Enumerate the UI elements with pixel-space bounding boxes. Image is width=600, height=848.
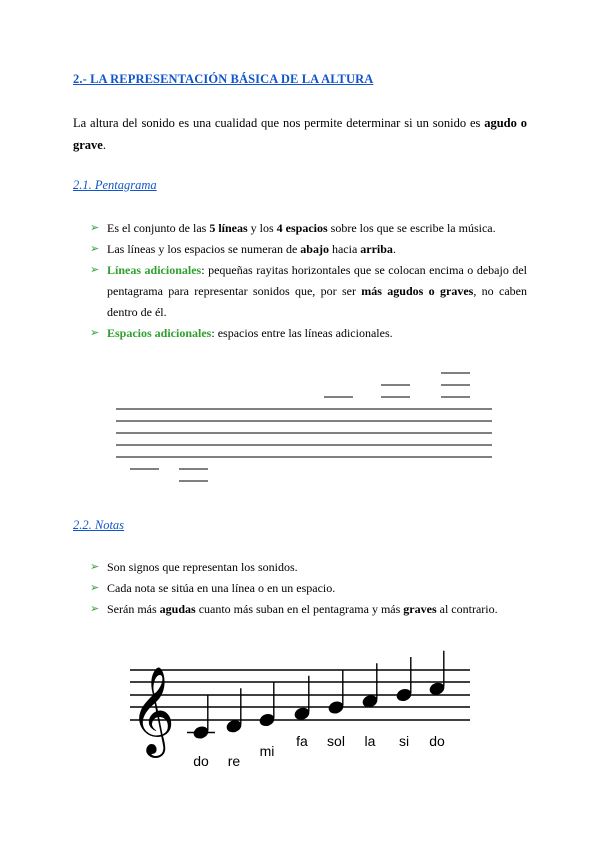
intro-bold: agudo o grave	[73, 116, 527, 152]
list-item: ➢ Cada nota se sitúa en una línea o en un espacio.	[90, 578, 527, 599]
intro-period: .	[102, 138, 106, 152]
arrow-bullet-icon: ➢	[90, 582, 100, 594]
note-label: fa	[296, 733, 308, 749]
arrow-bullet-icon: ➢	[90, 243, 100, 255]
note-head	[258, 712, 276, 728]
intro-paragraph	[73, 112, 527, 156]
note-head	[293, 706, 311, 722]
note-label: sol	[327, 733, 345, 749]
section-title: 2.- LA REPRESENTACIÓN BÁSICA DE LA ALTURA	[73, 72, 374, 86]
note-head	[192, 724, 210, 740]
intro-text: La altura del sonido es una cualidad que nos permite determinar si un sonido es	[73, 116, 485, 130]
note-label: do	[193, 753, 209, 769]
list-item: ➢ Espacios adicionales: espacios entre las líneas adicionales.	[90, 323, 527, 344]
list-item: ➢ Líneas adicionales: pequeñas rayitas horizontales que se colocan encima o debajo del pentagrama para representar sonidos que, por ser más agudos o graves, no caben dentro de él.	[90, 260, 527, 323]
arrow-bullet-icon: ➢	[90, 222, 100, 234]
note-label: re	[227, 753, 241, 769]
pentagrama-list	[90, 218, 527, 344]
note-label: la	[364, 733, 376, 749]
subsection-title-pentagrama: 2.1. Pentagrama	[73, 178, 157, 192]
note-head	[395, 687, 413, 703]
subsection-title-notas: 2.2. Notas	[73, 518, 125, 532]
note-head	[361, 693, 379, 709]
notes-group	[187, 651, 446, 769]
arrow-bullet-icon: ➢	[90, 327, 100, 339]
arrow-bullet-icon: ➢	[90, 603, 100, 615]
list-item: ➢ Son signos que representan los sonidos.	[90, 557, 527, 578]
list-item: ➢ Serán más agudas cuanto más suban en el pentagrama y más graves al contrario.	[90, 599, 527, 620]
note-label: do	[429, 733, 445, 749]
notas-list	[90, 557, 527, 620]
note-head	[225, 718, 243, 734]
note-label: mi	[259, 743, 275, 759]
arrow-bullet-icon: ➢	[90, 264, 100, 276]
note-head	[428, 681, 446, 697]
list-item: ➢ Es el conjunto de las 5 líneas y los 4 espacios sobre los que se escribe la música.	[90, 218, 527, 239]
note-label: si	[398, 733, 410, 749]
list-item: ➢ Las líneas y los espacios se numeran de abajo hacia arriba.	[90, 239, 527, 260]
arrow-bullet-icon: ➢	[90, 561, 100, 573]
note-head	[327, 699, 345, 715]
treble-clef-icon: 𝄞	[130, 665, 175, 754]
